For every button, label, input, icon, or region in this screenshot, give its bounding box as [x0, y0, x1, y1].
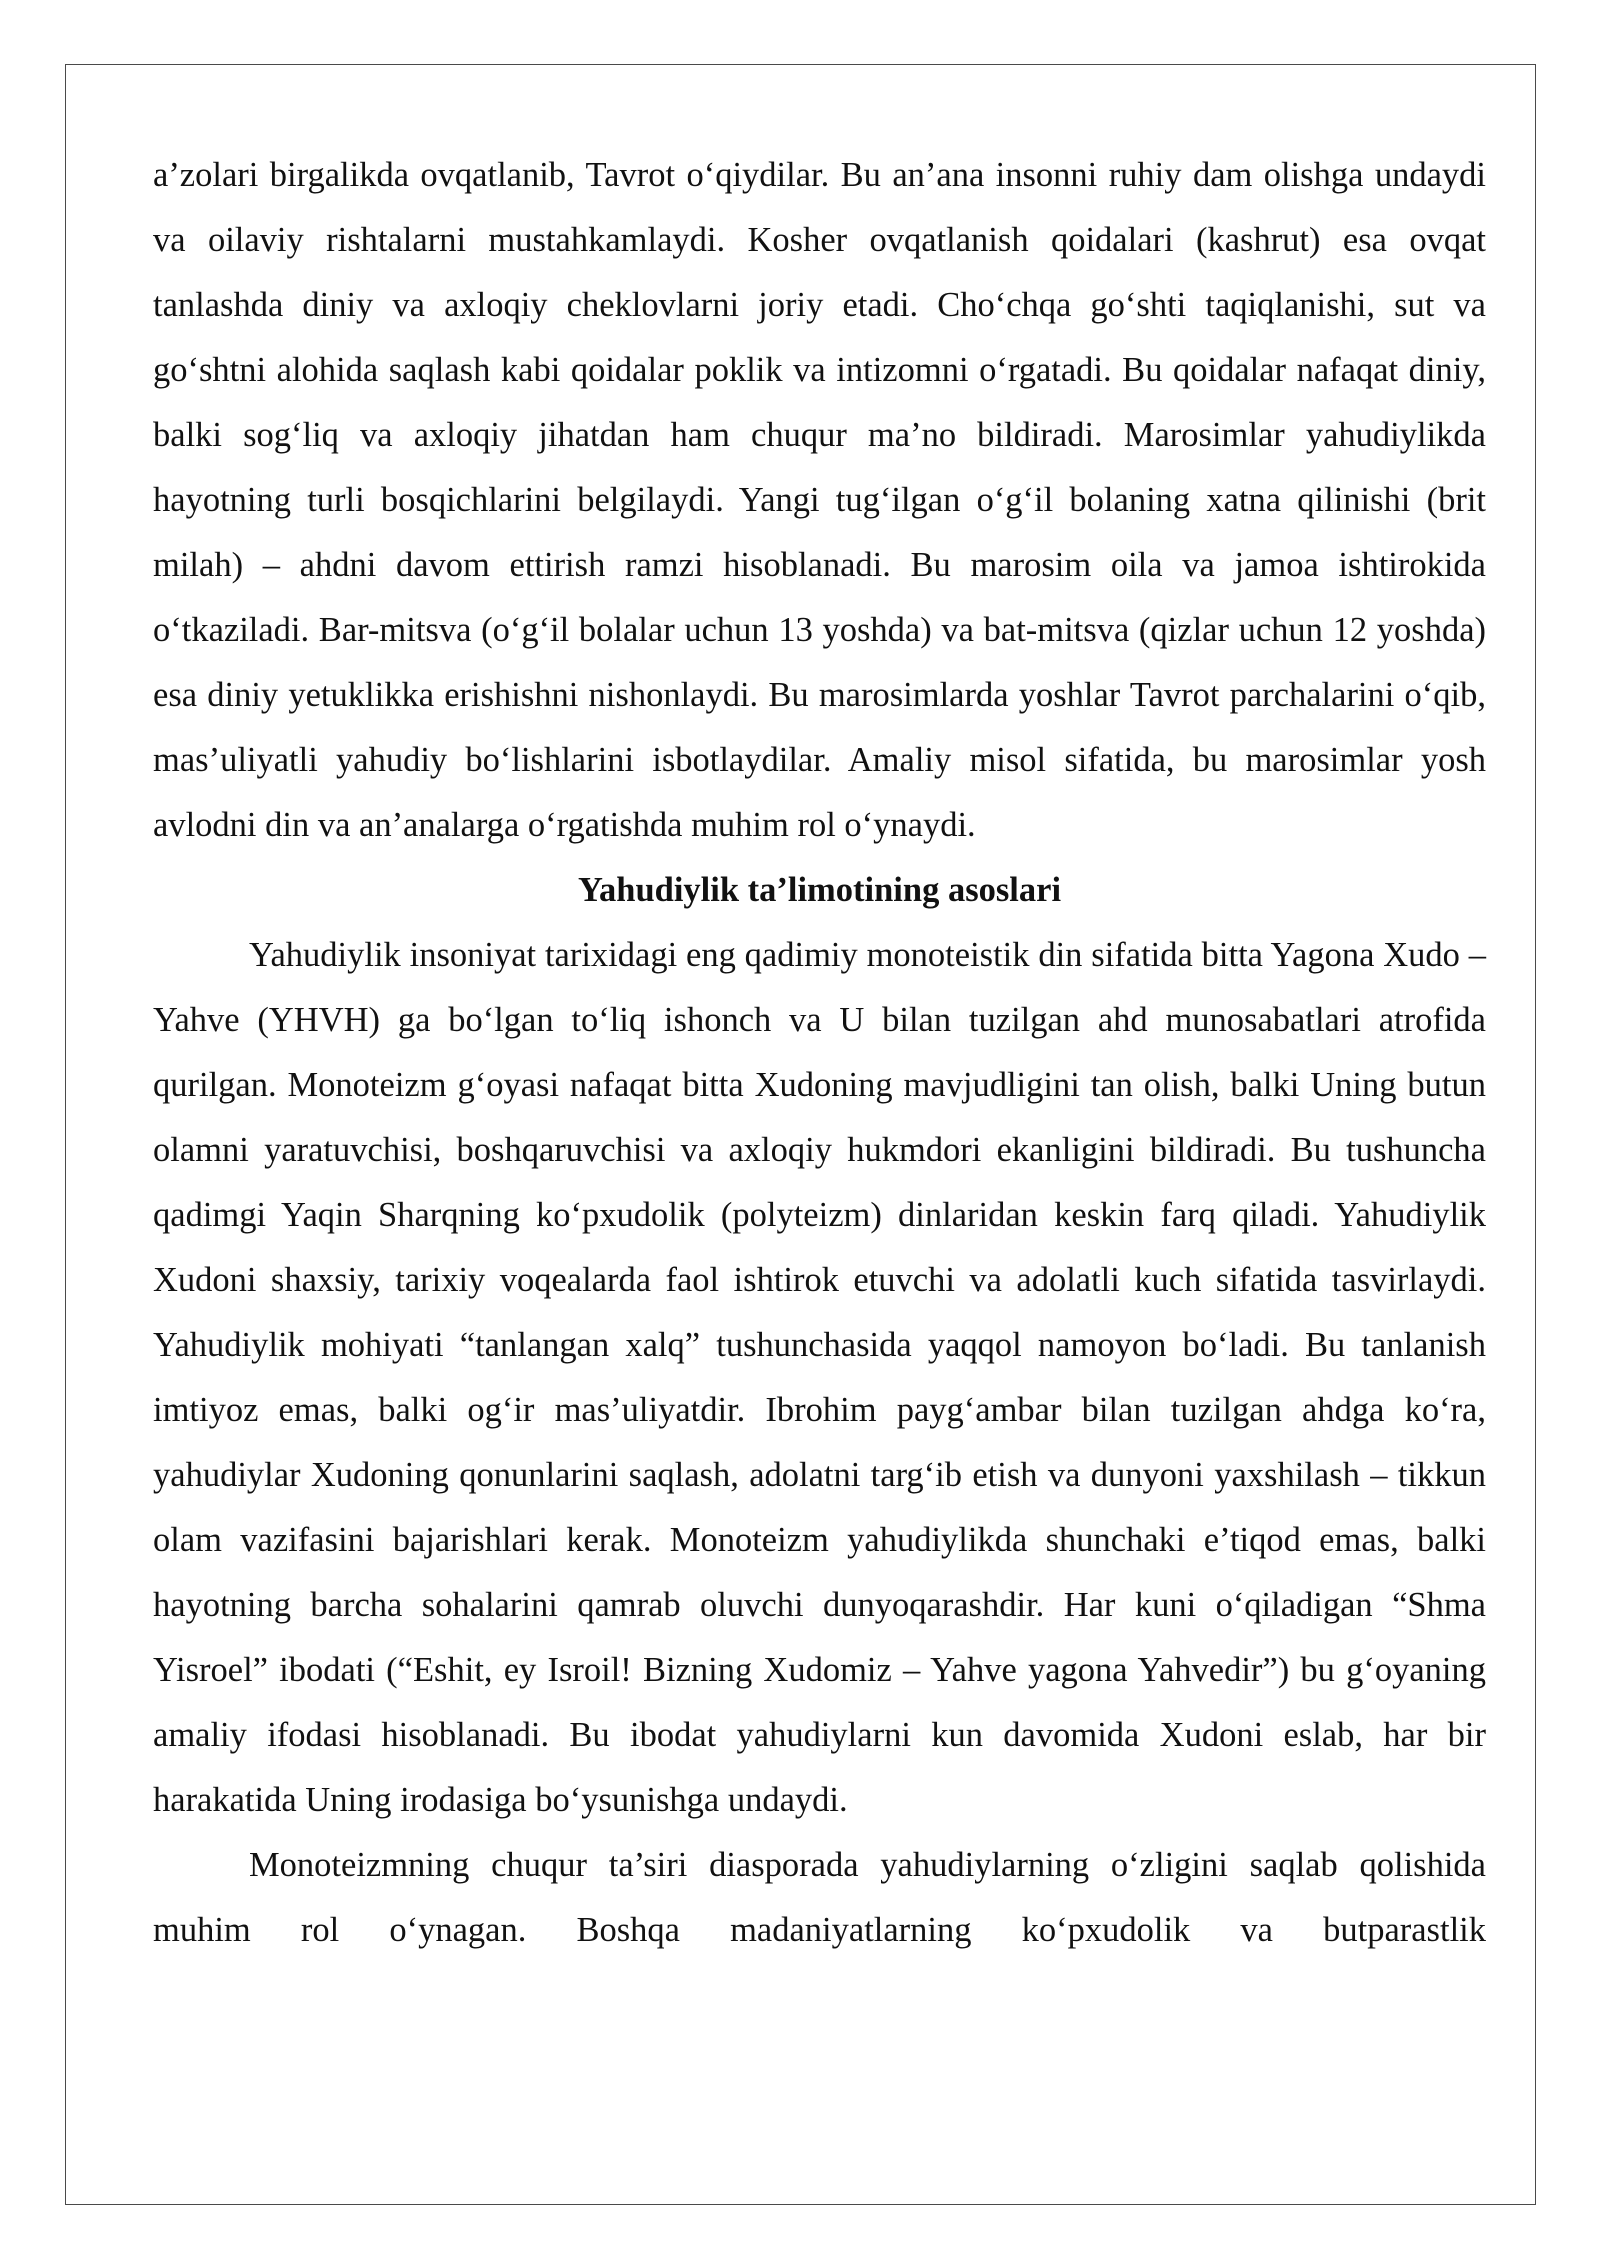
section-heading: Yahudiylik ta’limotining asoslari: [577, 871, 1062, 909]
page-content: [153, 143, 1486, 1963]
paragraph-diaspora: Monoteizmning chuqur ta’siri diasporada yahudiylarning o‘zligini saqlab qolishida muhim rol o‘ynagan. Boshqa madaniyatlarning ko‘pxudolik va butparastlik: [153, 1846, 1486, 1949]
paragraph-rituals: a’zolari birgalikda ovqatlanib, Tavrot o‘qiydilar. Bu an’ana insonni ruhiy dam olishga undaydi va oilaviy rishtalarni mustahkamlaydi. Kosher ovqatlanish qoidalari (kashrut) esa ovqat tanlashda diniy va axloqiy cheklovlarni joriy etadi. Cho‘chqa go‘shti taqiqlanishi, sut va go‘shtni alohida saqlash kabi qoidalar poklik va intizomni o‘rgatadi. Bu qoidalar nafaqat diniy, balki sog‘liq va axloqiy jihatdan ham chuqur ma’no bildiradi. Marosimlar yahudiylikda hayotning turli bosqichlarini belgilaydi. Yangi tug‘ilgan o‘g‘il bolaning xatna qilinishi (brit milah) – ahdni davom ettirish ramzi hisoblanadi. Bu marosim oila va jamoa ishtirokida o‘tkaziladi. Bar-mitsva (o‘g‘il bolalar uchun 13 yoshda) va bat-mitsva (qizlar uchun 12 yoshda) esa diniy yetuklikka erishishni nishonlaydi. Bu marosimlarda yoshlar Tavrot parchalarini o‘qib, mas’uliyatli yahudiy bo‘lishlarini isbotlaydilar. Amaliy misol sifatida, bu marosimlar yosh avlodni din va an’analarga o‘rgatishda muhim rol o‘ynaydi.: [153, 156, 1486, 844]
paragraph-monotheism: Yahudiylik insoniyat tarixidagi eng qadimiy monoteistik din sifatida bitta Yagona Xudo – Yahve (YHVH) ga bo‘lgan to‘liq ishonch va U bilan tuzilgan ahd munosabatlari atrofida qurilgan. Monoteizm g‘oyasi nafaqat bitta Xudoning mavjudligini tan olish, balki Uning butun olamni yaratuvchisi, boshqaruvchisi va axloqiy hukmdori ekanligini bildiradi. Bu tushuncha qadimgi Yaqin Sharqning ko‘pxudolik (polyteizm) dinlaridan keskin farq qiladi. Yahudiylik Xudoni shaxsiy, tarixiy voqealarda faol ishtirok etuvchi va adolatli kuch sifatida tasvirlaydi. Yahudiylik mohiyati “tanlangan xalq” tushunchasida yaqqol namoyon bo‘ladi. Bu tanlanish imtiyoz emas, balki og‘ir mas’uliyatdir. Ibrohim payg‘ambar bilan tuzilgan ahdga ko‘ra, yahudiylar Xudoning qonunlarini saqlash, adolatni targ‘ib etish va dunyoni yaxshilash – tikkun olam vazifasini bajarishlari kerak. Monoteizm yahudiylikda shunchaki e’tiqod emas, balki hayotning barcha sohalarini qamrab oluvchi dunyoqarashdir. Har kuni o‘qiladigan “Shma Yisroel” ibodati (“Eshit, ey Isroil! Bizning Xudomiz – Yahve yagona Yahvedir”) bu g‘oyaning amaliy ifodasi hisoblanadi. Bu ibodat yahudiylarni kun davomida Xudoni eslab, har bir harakatida Uning irodasiga bo‘ysunishga undaydi.: [153, 936, 1486, 1819]
